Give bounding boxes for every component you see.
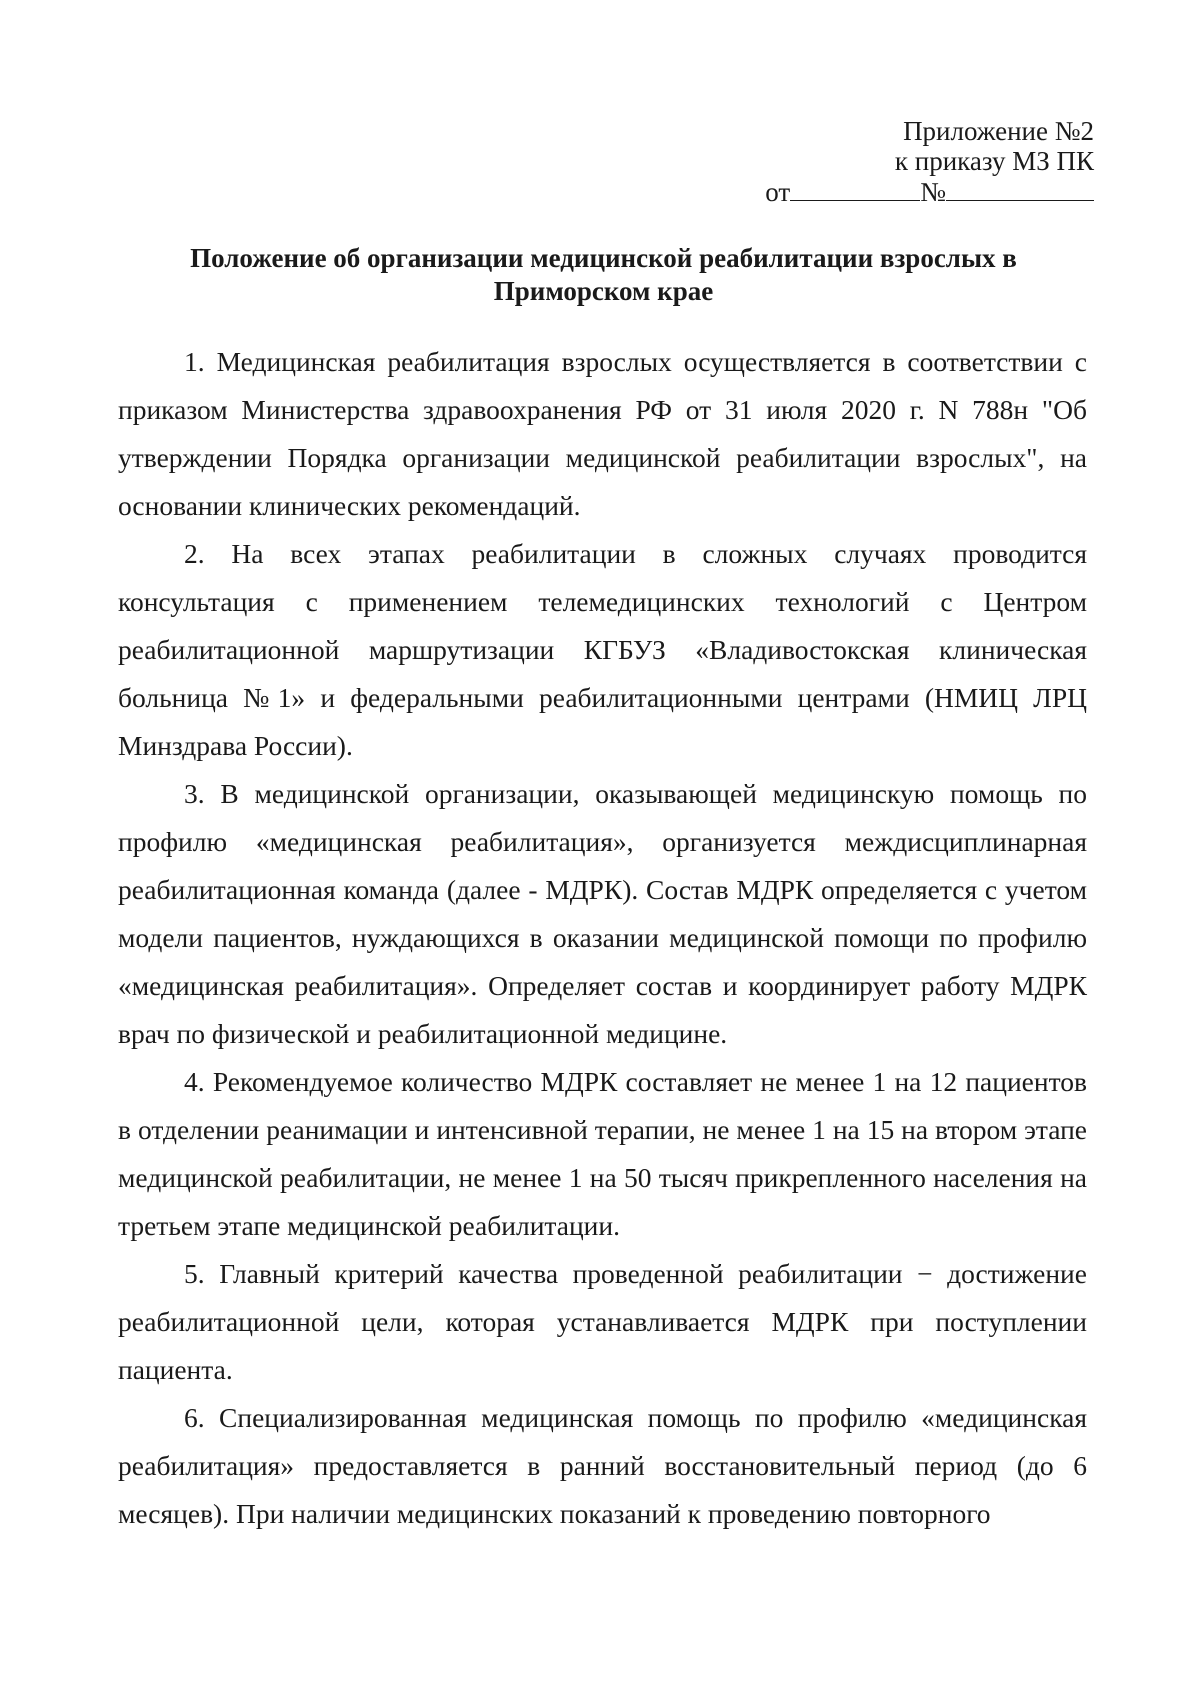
paragraph-text: Специализированная медицинская помощь по профилю «медицинская реабилитация» предоставляется в ранний восстановительный период (до 6 месяцев). При наличии медицинских показаний к проведению повторного [118,1402,1087,1529]
from-label: от [765,177,791,207]
paragraph-4 [118,1058,1087,1250]
number-blank [946,176,1094,201]
paragraph-number: 3. [184,778,205,809]
paragraph-text: В медицинской организации, оказывающей медицинскую помощь по профилю «медицинская реабилитация», организуется междисциплинарная реабилитационная команда (далее - МДРК). Состав МДРК определяется с учетом модели пациентов, нуждающихся в оказании медицинской помощи по профилю «медицинская реабилитация». Определяет состав и координирует работу МДРК врач по физической и реабилитационной медицине. [118,778,1087,1049]
paragraph-number: 2. [184,538,205,569]
order-date-number-line [765,176,1094,207]
paragraph-2 [118,530,1087,770]
paragraph-text: Рекомендуемое количество МДРК составляет не менее 1 на 12 пациентов в отделении реанимации и интенсивной терапии, не менее 1 на 15 на втором этапе медицинской реабилитации, не менее 1 на 50 тысяч прикрепленного населения на третьем этапе медицинской реабилитации. [118,1066,1087,1241]
appendix-header [765,116,1094,207]
paragraph-1 [118,338,1087,530]
paragraph-text: Главный критерий качества проведенной реабилитации − достижение реабилитационной цели, которая устанавливается МДРК при поступлении пациента. [118,1258,1087,1385]
paragraph-6 [118,1394,1087,1538]
appendix-number: Приложение №2 [903,116,1094,146]
title-line-1: Положение об организации медицинской реабилитации взрослых в [190,243,1017,273]
paragraph-number: 1. [184,346,205,377]
paragraph-3 [118,770,1087,1058]
paragraph-text: На всех этапах реабилитации в сложных случаях проводится консультация с применением телемедицинских технологий с Центром реабилитационной маршрутизации КГБУЗ «Владивостокская клиническая больница №1» и федеральными реабилитационными центрами (НМИЦ ЛРЦ Минздрава России). [118,538,1087,761]
paragraph-number: 6. [184,1402,205,1433]
document-title [120,242,1087,308]
paragraph-5 [118,1250,1087,1394]
paragraph-number: 4. [184,1066,205,1097]
title-line-2: Приморском крае [493,276,714,306]
date-blank [790,176,920,201]
paragraph-number: 5. [184,1258,205,1289]
paragraph-text: Медицинская реабилитация взрослых осуществляется в соответствии с приказом Министерства здравоохранения РФ от 31 июля 2020 г. N 788н "Об утверждении Порядка организации медицинской реабилитации взрослых", на основании клинических рекомендаций. [118,346,1087,521]
order-reference: к приказу МЗ ПК [894,146,1094,176]
document-body [118,338,1087,1538]
number-label: № [920,177,946,207]
